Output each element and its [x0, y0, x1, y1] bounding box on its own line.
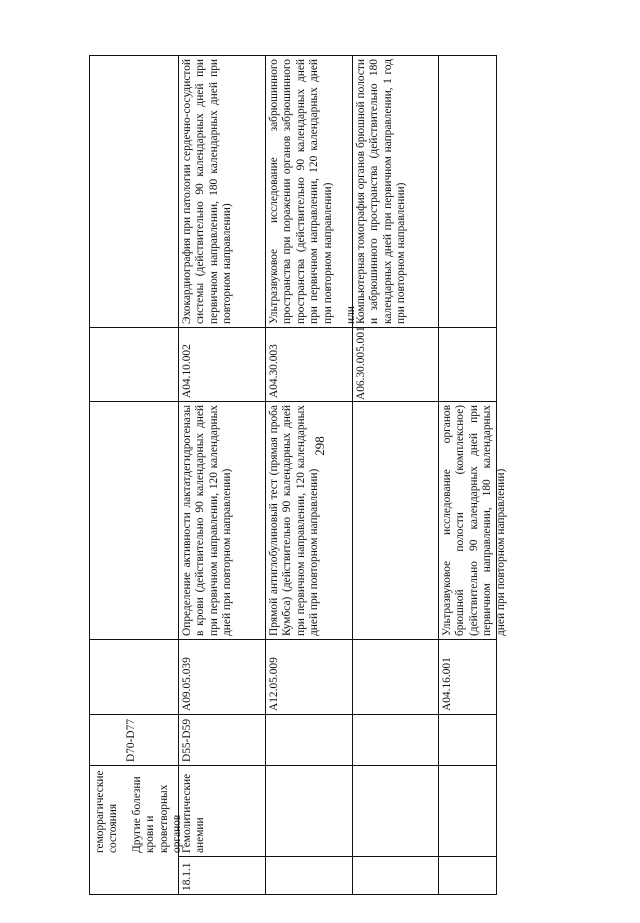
or-separator: или — [345, 306, 358, 324]
table-cell — [266, 56, 358, 327]
table-border-left — [89, 894, 496, 895]
category-name: геморрагические состояния — [94, 770, 120, 853]
service-code: A04.30.003 — [268, 344, 280, 398]
icd-code: D70-D77 — [125, 718, 137, 762]
service-text: Ультразвуковое исследование забрюшинного пространства при поражении органов забрюшинного пространства (действительно 90 календарных дней при первичном направлении, 120 календарных дней при повторном направлении) — [268, 59, 334, 324]
service-code: A12.05.009 — [268, 657, 280, 711]
service-text: Прямой антиглобулиновый тест (прямая проба Кумбса) (действительно 90 календарных дней при первичном направлении, 120 календарных дней при повторном направлении) — [268, 405, 321, 636]
rotated-table — [89, 55, 597, 895]
service-code: A06.30.005.001 — [355, 326, 367, 400]
service-text: Определение активности лактатдегидрогеназы в крови (действительно 90 календарных дней при первичном направлении, 120 календарных дней при повторном направлении) — [181, 405, 234, 636]
category-name: Другие болезни крови и кроветворных органов — [130, 776, 184, 853]
service-text: Ультразвуковое исследование органов брюшной полости (комплексное) (действительно 90 календарных дней при первичном направлении, 180 календарных дней при повторном направлении) — [441, 405, 507, 636]
page-number: 298 — [312, 436, 327, 456]
service-code: A04.10.002 — [181, 344, 193, 398]
table-cell — [90, 766, 184, 856]
row-code: 18.1.1 — [181, 862, 193, 891]
column-separator — [89, 327, 496, 328]
category-name: Гемолитические анемии — [181, 773, 207, 853]
icd-code: D55-D59 — [181, 718, 193, 762]
service-code: A09.05.039 — [181, 657, 193, 711]
column-separator — [89, 639, 496, 640]
service-text: Компьютерная томография органов брюшной полости и забрюшинного пространства (действительно 180 календарных дней при первичном направлении, 1 год при повторном направлении) — [355, 59, 408, 324]
service-code: A04.16.001 — [441, 657, 453, 711]
column-separator — [178, 856, 496, 857]
service-text: Эхокардиография при патологии сердечно-сосудистой системы (действительно 90 календарных дней при первичном направлении, 180 календарных дней при повторном направлении) — [181, 59, 234, 324]
